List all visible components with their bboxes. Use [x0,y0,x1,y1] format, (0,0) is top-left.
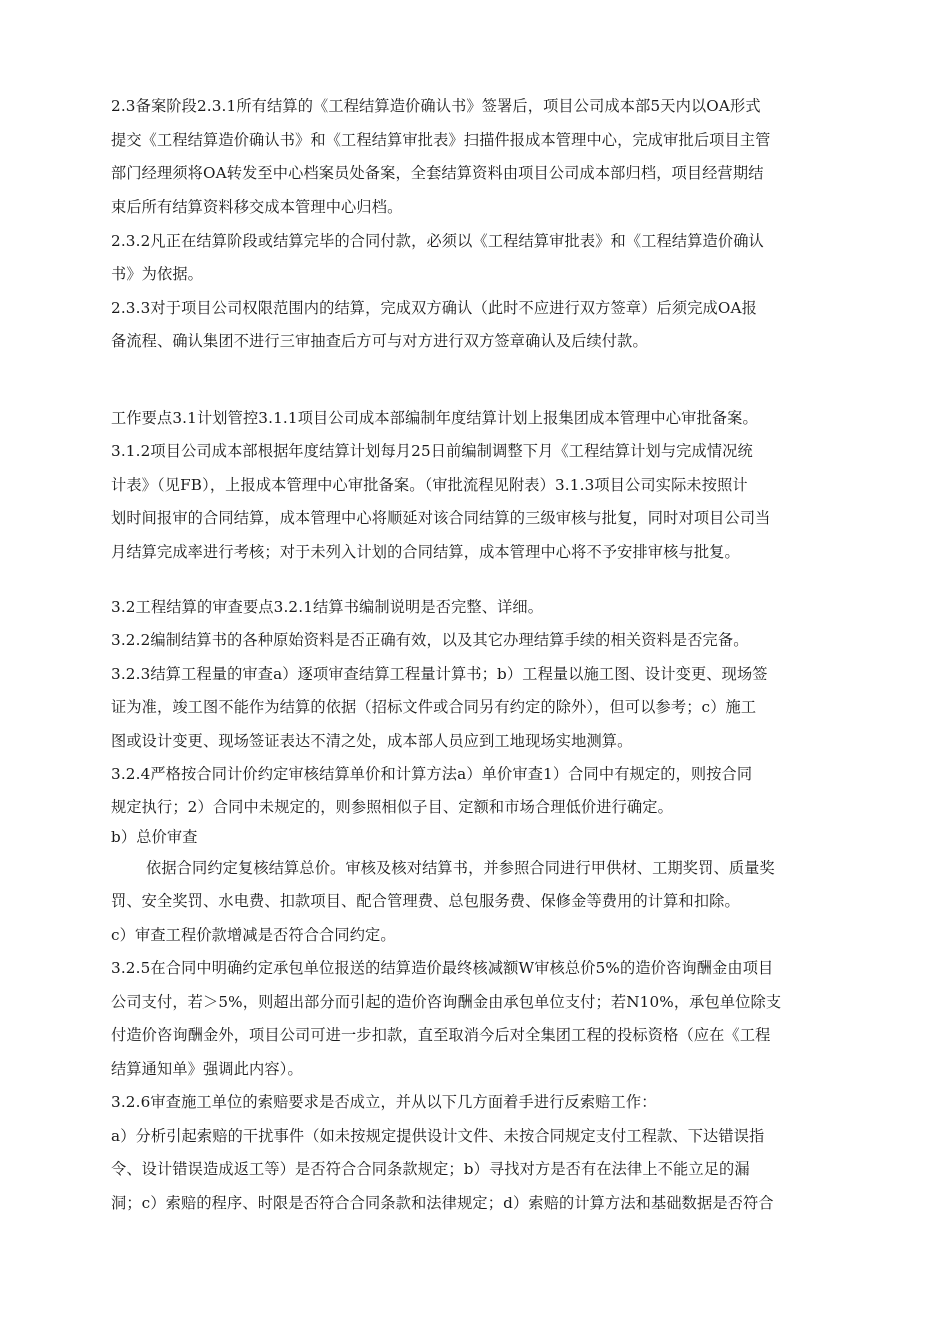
text-line: a）分析引起索赔的干扰事件（如未按规定提供设计文件、未按合同规定支付工程款、下达错误指 [111,1127,765,1145]
text-line: 规定执行；2）合同中未规定的，则参照相似子目、定额和市场合理低价进行确定。 [111,798,673,816]
text-line: 备流程、确认集团不进行三审抽查后方可与对方进行双方签章确认及后续付款。 [111,332,648,350]
text-line: 3.1.2项目公司成本部根据年度结算计划每月25日前编制调整下月《工程结算计划与完成情况统 [111,442,753,460]
text-line: 结算通知单》强调此内容）。 [111,1060,303,1078]
text-line: 书》为依据。 [111,265,204,283]
text-line: 2.3备案阶段2.3.1所有结算的《工程结算造价确认书》签署后，项目公司成本部5天内以OA形式 [111,97,761,115]
text-line: 令、设计错误造成返工等）是否符合合同条款规定；b）寻找对方是否有在法律上不能立足的漏 [111,1160,750,1178]
text-line: 3.2.2编制结算书的各种原始资料是否正确有效，以及其它办理结算手续的相关资料是否完备。 [111,631,749,649]
text-line: 计表》（见FB），上报成本管理中心审批备案。（审批流程见附表）3.1.3项目公司实际未按照计 [111,476,748,494]
text-line: 3.2.6审查施工单位的索赔要求是否成立，并从以下几方面着手进行反索赔工作： [111,1093,657,1111]
text-line: 3.2.4严格按合同计价约定审核结算单价和计算方法a）单价审查1）合同中有规定的，则按合同 [111,765,753,783]
text-line: 依据合同约定复核结算总价。审核及核对结算书，并参照合同进行甲供材、工期奖罚、质量奖 [146,859,775,877]
text-line: b）总价审查 [111,828,198,846]
text-line: 证为准，竣工图不能作为结算的依据（招标文件或合同另有约定的除外），但可以参考；c）施工 [111,698,757,716]
text-line: 提交《工程结算造价确认书》和《工程结算审批表》扫描件报成本管理中心，完成审批后项目主管 [111,131,771,149]
text-line: 工作要点3.1计划管控3.1.1项目公司成本部编制年度结算计划上报集团成本管理中心审批备案。 [111,409,758,427]
text-line: 付造价咨询酬金外，项目公司可进一步扣款，直至取消今后对全集团工程的投标资格（应在《工程 [111,1026,771,1044]
text-line: 部门经理须将OA转发至中心档案员处备案，全套结算资料由项目公司成本部归档，项目经营期结 [111,164,764,182]
text-line: 3.2.5在合同中明确约定承包单位报送的结算造价最终核减额W审核总价5%的造价咨询酬金由项目 [111,959,774,977]
text-line: 月结算完成率进行考核；对于未列入计划的合同结算，成本管理中心将不予安排审核与批复。 [111,543,740,561]
text-line: 3.2工程结算的审查要点3.2.1结算书编制说明是否完整、详细。 [111,598,544,616]
text-line: 3.2.3结算工程量的审查a）逐项审查结算工程量计算书；b）工程量以施工图、设计变更、现场签 [111,665,768,683]
text-line: 2.3.2凡正在结算阶段或结算完毕的合同付款，必须以《工程结算审批表》和《工程结算造价确认 [111,232,764,250]
text-line: 划时间报审的合同结算，成本管理中心将顺延对该合同结算的三级审核与批复，同时对项目公司当 [111,509,771,527]
text-line: c）审查工程价款增减是否符合合同约定。 [111,926,396,944]
text-line: 罚、安全奖罚、水电费、扣款项目、配合管理费、总包服务费、保修金等费用的计算和扣除。 [111,892,740,910]
text-line: 2.3.3对于项目公司权限范围内的结算，完成双方确认（此时不应进行双方签章）后须完成OA报 [111,299,757,317]
text-line: 图或设计变更、现场签证表达不清之处，成本部人员应到工地现场实地测算。 [111,732,633,750]
text-line: 洞；c）索赔的程序、时限是否符合合同条款和法律规定；d）索赔的计算方法和基础数据是否符合 [111,1194,774,1212]
text-line: 公司支付，若＞5%，则超出部分而引起的造价咨询酬金由承包单位支付；若N10%，承包单位除支 [111,993,782,1011]
text-line: 束后所有结算资料移交成本管理中心归档。 [111,198,403,216]
